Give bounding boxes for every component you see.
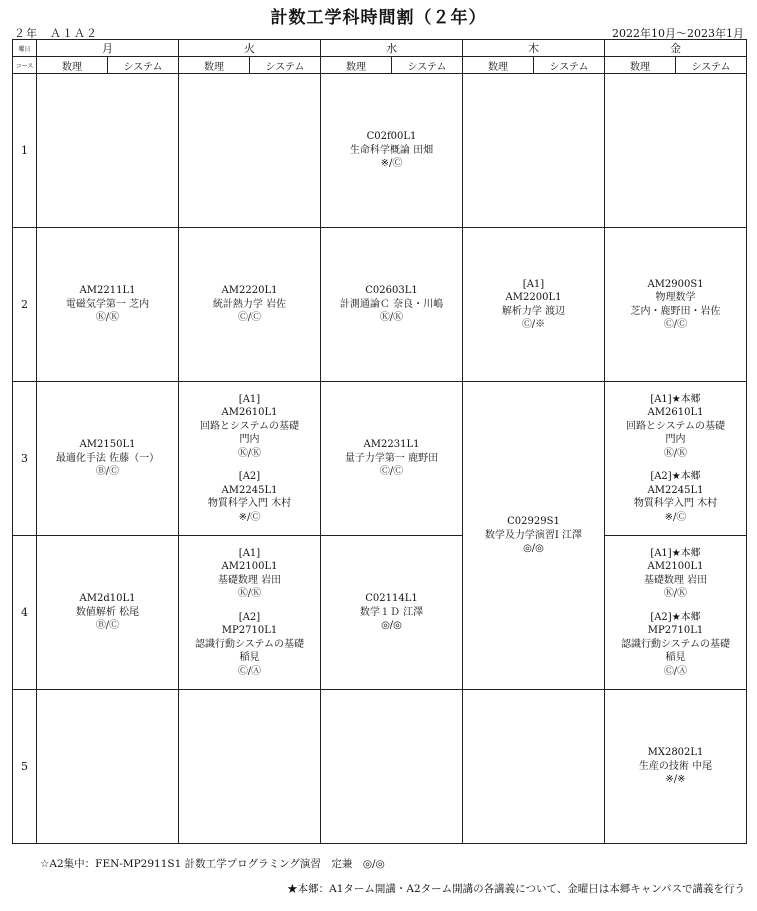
- lecture-line: AM2610L1: [221, 407, 278, 419]
- course-header-row: [13, 57, 747, 74]
- lecture-line: 数値解析 松尾: [75, 606, 140, 618]
- period-number: 1: [13, 74, 37, 228]
- lecture-line: 最適化手法 佐藤（一）: [55, 452, 160, 464]
- lecture-line: Ⓒ/※: [521, 319, 546, 330]
- lecture-line: [A1]: [238, 547, 261, 559]
- cell-p3p4-thu: [463, 382, 605, 690]
- lecture-block: [37, 592, 178, 633]
- lecture-line: 芝内・鹿野田・岩佐: [630, 305, 721, 317]
- lecture-block: [605, 547, 746, 601]
- lecture-line: AM2245L1: [647, 484, 704, 496]
- lecture-block: [321, 284, 462, 325]
- cell-p2-thu: [463, 228, 605, 382]
- lecture-line: Ⓒ/Ⓒ: [663, 319, 688, 330]
- day-header-mon: 月: [37, 40, 179, 57]
- course-header-tue-system: システム: [250, 57, 321, 74]
- lecture-line: Ⓚ/Ⓚ: [237, 588, 262, 600]
- cell-p1-fri: [605, 74, 747, 228]
- lecture-line: [A1]: [238, 393, 261, 405]
- lecture-line: C02f00L1: [366, 131, 417, 143]
- lecture-block: [179, 393, 320, 461]
- lecture-line: ◎/◎: [523, 543, 544, 555]
- lecture-line: [A1]: [522, 278, 545, 290]
- cell-p5-mon: [37, 690, 179, 844]
- lecture-line: 回路とシステムの基礎: [626, 420, 725, 432]
- day-header-wed: 水: [321, 40, 463, 57]
- lecture-block: [37, 438, 178, 479]
- lecture-line: MP2710L1: [221, 625, 278, 637]
- cell-p1-mon: [37, 74, 179, 228]
- lecture-line: 物質科学入門 木村: [633, 498, 718, 510]
- timetable: [12, 39, 747, 844]
- day-header-tue: 火: [179, 40, 321, 57]
- period-number: 2: [13, 228, 37, 382]
- cell-p5-thu: [463, 690, 605, 844]
- lecture-line: 門内: [239, 434, 260, 446]
- lecture-line: Ⓚ/Ⓚ: [237, 447, 262, 459]
- lecture-block: [321, 592, 462, 633]
- lecture-line: 量子力学第一 鹿野田: [344, 452, 439, 464]
- cell-p3-wed: [321, 382, 463, 536]
- period-row-1: [13, 74, 747, 228]
- cell-p3-fri: [605, 382, 747, 536]
- lecture-line: 門内: [665, 434, 686, 446]
- period-number: 5: [13, 690, 37, 844]
- lecture-line: Ⓒ/Ⓐ: [237, 665, 262, 677]
- lecture-line: [A2]★本郷: [650, 611, 701, 623]
- cell-p3-tue: [179, 382, 321, 536]
- lecture-line: AM2220L1: [221, 285, 278, 297]
- cell-p4-fri: [605, 536, 747, 690]
- course-header-wed-math: 数理: [321, 57, 392, 74]
- lecture-line: [A1]★本郷: [650, 393, 701, 405]
- lecture-block: [179, 470, 320, 524]
- hongo-campus-note: ★本郷：A1ターム開講・A2ターム開講の各講義について、金曜日は本郷キャンパスで講義を行う: [287, 883, 745, 895]
- lecture-line: 解析力学 渡辺: [501, 305, 566, 317]
- cell-p5-fri: [605, 690, 747, 844]
- lecture-line: 回路とシステムの基礎: [200, 420, 299, 432]
- lecture-line: AM2211L1: [79, 285, 136, 297]
- course-header-mon-math: 数理: [37, 57, 108, 74]
- lecture-block: [321, 130, 462, 171]
- cell-p2-fri: [605, 228, 747, 382]
- cell-p1-tue: [179, 74, 321, 228]
- course-header-fri-system: システム: [676, 57, 747, 74]
- lecture-block: [321, 438, 462, 479]
- lecture-line: C02114L1: [365, 593, 418, 605]
- term-period: 2022年10月～2023年1月: [612, 27, 744, 40]
- lecture-line: Ⓒ/Ⓐ: [663, 665, 688, 677]
- day-header-row: [13, 40, 747, 57]
- lecture-line: [A2]: [238, 611, 261, 623]
- page-title: 計数工学科時間割（２年）: [270, 8, 487, 28]
- lecture-line: AM2200L1: [505, 292, 562, 303]
- lecture-line: AM2100L1: [221, 561, 278, 573]
- course-header-thu-math: 数理: [463, 57, 534, 74]
- cell-p4-mon: [37, 536, 179, 690]
- lecture-line: 物質科学入門 木村: [207, 498, 292, 510]
- lecture-block: [605, 393, 746, 461]
- day-header-fri: 金: [605, 40, 747, 57]
- course-header-tue-math: 数理: [179, 57, 250, 74]
- lecture-line: Ⓚ/Ⓚ: [95, 312, 120, 324]
- lecture-line: MP2710L1: [647, 625, 704, 637]
- cell-p1-thu: [463, 74, 605, 228]
- lecture-line: 物理数学: [655, 292, 696, 303]
- lecture-block: [605, 611, 746, 679]
- lecture-line: ※/Ⓒ: [664, 511, 687, 523]
- lecture-block: [37, 284, 178, 325]
- cell-p4-wed: [321, 536, 463, 690]
- cell-p3-mon: [37, 382, 179, 536]
- lecture-line: 稲見: [665, 652, 686, 664]
- period-number: 3: [13, 382, 37, 536]
- cell-p1-wed: [321, 74, 463, 228]
- lecture-line: 稲見: [239, 652, 260, 664]
- lecture-line: [A2]★本郷: [650, 471, 701, 483]
- lecture-line: 基礎数理 岩田: [217, 574, 282, 586]
- lecture-line: 計測通論Ｃ 奈良・川嶋: [339, 298, 444, 310]
- lecture-line: AM2d10L1: [79, 593, 136, 605]
- cell-p2-tue: [179, 228, 321, 382]
- cell-p2-mon: [37, 228, 179, 382]
- lecture-line: MX2802L1: [647, 747, 704, 759]
- period-row-2: [13, 228, 747, 382]
- lecture-block: [605, 470, 746, 524]
- lecture-line: ※/Ⓒ: [380, 158, 403, 170]
- lecture-line: 生命科学概論 田畑: [349, 144, 434, 156]
- lecture-line: 認識行動システムの基礎: [621, 638, 730, 650]
- cell-p2-wed: [321, 228, 463, 382]
- lecture-line: Ⓚ/Ⓚ: [663, 588, 688, 600]
- lecture-line: Ⓑ/Ⓒ: [95, 620, 120, 632]
- lecture-block: [605, 746, 746, 787]
- course-header-wed-system: システム: [392, 57, 463, 74]
- course-header-fri-math: 数理: [605, 57, 676, 74]
- lecture-line: ※/Ⓒ: [238, 511, 261, 523]
- lecture-block: [179, 611, 320, 679]
- lecture-line: Ⓑ/Ⓒ: [95, 466, 120, 478]
- period-number: 4: [13, 536, 37, 690]
- day-header-thu: 木: [463, 40, 605, 57]
- lecture-line: 統計熱力学 岩佐: [212, 298, 287, 310]
- lecture-line: AM2900S1: [647, 278, 704, 290]
- lecture-line: AM2245L1: [221, 484, 278, 496]
- course-header-thu-system: システム: [534, 57, 605, 74]
- course-header-mon-system: システム: [108, 57, 179, 74]
- lecture-line: 生産の技術 中尾: [638, 760, 713, 772]
- lecture-line: ◎/◎: [381, 620, 402, 632]
- lecture-line: AM2610L1: [647, 407, 704, 419]
- lecture-line: 数学及力学演習Ⅰ 江澤: [484, 529, 583, 541]
- lecture-line: [A2]: [238, 471, 261, 483]
- lecture-line: 認識行動システムの基礎: [195, 638, 304, 650]
- a2-intensive-note: ☆A2集中：FEN-MP2911S1 計数工学プログラミング演習 定兼 ◎/◎: [40, 858, 385, 870]
- period-row-3: [13, 382, 747, 536]
- lecture-block: [179, 284, 320, 325]
- lecture-line: C02929S1: [507, 516, 560, 528]
- period-row-4: [13, 536, 747, 690]
- lecture-block: [463, 278, 604, 332]
- lecture-line: 基礎数理 岩田: [643, 574, 708, 586]
- lecture-line: AM2231L1: [363, 439, 420, 451]
- lecture-block: [605, 278, 746, 332]
- row-header-day: 曜日: [13, 40, 37, 57]
- period-row-5: [13, 690, 747, 844]
- lecture-line: C02603L1: [365, 285, 418, 297]
- lecture-line: Ⓚ/Ⓚ: [663, 447, 688, 459]
- cell-p4-tue: [179, 536, 321, 690]
- lecture-line: Ⓒ/Ⓒ: [379, 466, 404, 478]
- class-label: ２年 Ａ１Ａ２: [14, 27, 98, 40]
- lecture-line: [A1]★本郷: [650, 547, 701, 559]
- lecture-line: AM2100L1: [647, 561, 704, 573]
- lecture-block: [463, 515, 604, 556]
- lecture-line: 電磁気学第一 芝内: [65, 298, 150, 310]
- lecture-line: Ⓚ/Ⓚ: [379, 312, 404, 324]
- cell-p5-wed: [321, 690, 463, 844]
- lecture-line: Ⓒ/Ⓒ: [237, 312, 262, 324]
- cell-p5-tue: [179, 690, 321, 844]
- row-header-course: コース: [13, 57, 37, 74]
- lecture-line: 数学１Ｄ 江澤: [359, 606, 424, 618]
- lecture-line: AM2150L1: [79, 439, 136, 451]
- lecture-line: ※/※: [665, 774, 686, 786]
- lecture-block: [179, 547, 320, 601]
